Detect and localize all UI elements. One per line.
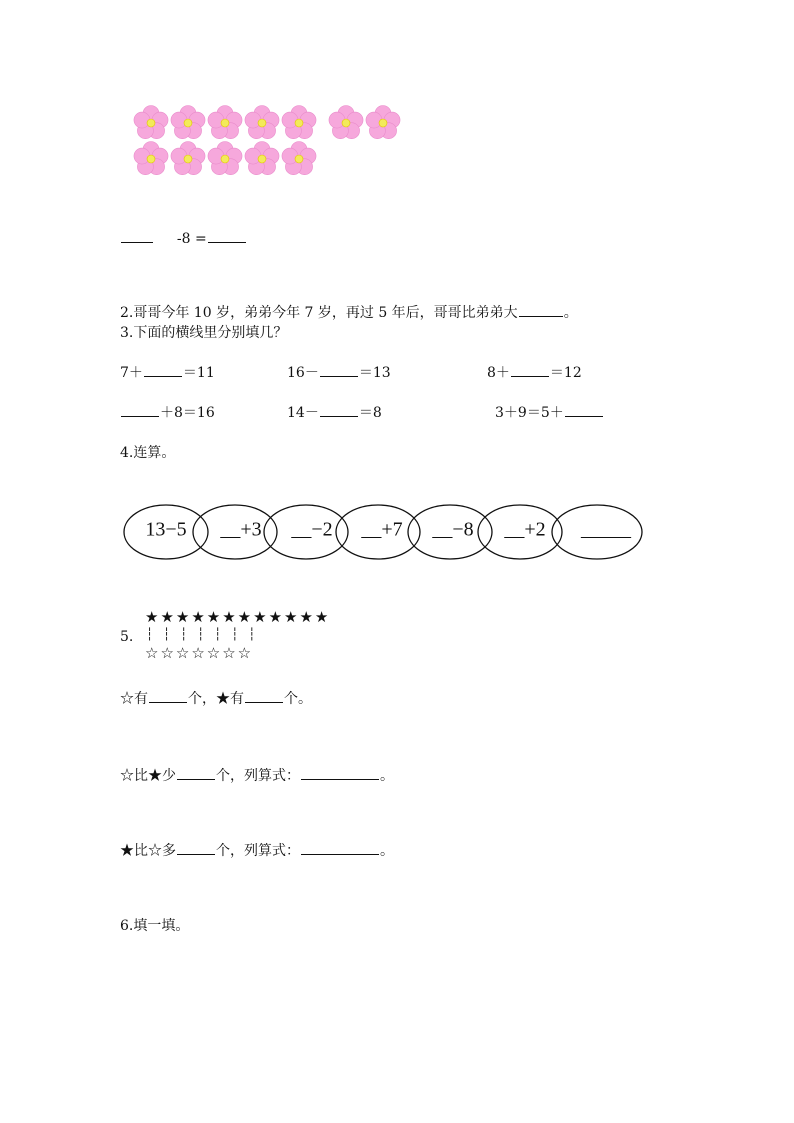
- q3-post: ＝12: [549, 365, 582, 381]
- flower-icon: [133, 105, 169, 141]
- answer-blank[interactable]: [144, 362, 182, 377]
- q1-expression: -8 =: [176, 231, 207, 247]
- chain-step: 13−5: [145, 518, 187, 541]
- q5-text: 个，★有: [188, 691, 244, 707]
- q3-post: ＋8＝16: [160, 405, 215, 421]
- dotted-connectors: ┆ ┆ ┆ ┆ ┆ ┆ ┆: [146, 627, 259, 641]
- q3-pre: 8＋: [487, 365, 510, 381]
- answer-blank[interactable]: [177, 840, 215, 855]
- q3-item: [487, 362, 582, 382]
- q5-text: 个。: [284, 691, 312, 707]
- chain-step[interactable]: __+3: [220, 518, 262, 541]
- flower-icon: [133, 141, 169, 177]
- chain-step[interactable]: __+7: [361, 518, 403, 541]
- flower-icon: [170, 105, 206, 141]
- q5-text: ☆比★少: [120, 768, 176, 784]
- q5-line-1: [120, 688, 312, 708]
- chain-step[interactable]: __+2: [504, 518, 546, 541]
- flower-icon: [328, 105, 364, 141]
- answer-blank[interactable]: [511, 362, 549, 377]
- flower-icon: [281, 105, 317, 141]
- q5-text: 。: [380, 843, 394, 859]
- question-2-end: 。: [563, 305, 578, 321]
- q5-text: 。: [380, 768, 394, 784]
- q5-text: ☆有: [120, 691, 148, 707]
- flower-icon: [207, 105, 243, 141]
- answer-blank[interactable]: [301, 765, 379, 780]
- question-2-text: 2.哥哥今年 10 岁，弟弟今年 7 岁，再过 5 年后，哥哥比弟弟大: [120, 305, 518, 321]
- answer-blank[interactable]: [320, 362, 358, 377]
- q5-text: 个，列算式：: [216, 843, 300, 859]
- q3-item: [120, 402, 215, 422]
- q3-pre: 14－: [287, 405, 319, 421]
- answer-blank[interactable]: [301, 840, 379, 855]
- chain-step[interactable]: __−8: [432, 518, 474, 541]
- answer-blank[interactable]: [149, 688, 187, 703]
- q3-post: ＝11: [182, 365, 215, 381]
- answer-blank[interactable]: [208, 228, 246, 243]
- question-3-title: 3.下面的横线里分别填几？: [120, 325, 288, 341]
- answer-blank[interactable]: [245, 688, 283, 703]
- flower-icon: [207, 141, 243, 177]
- chain-step[interactable]: _____: [581, 518, 631, 541]
- flower-icon: [244, 141, 280, 177]
- q5-text: ★比☆多: [120, 843, 176, 859]
- hollow-stars-row: ☆☆☆☆☆☆☆: [145, 644, 254, 662]
- flower-icon: [170, 141, 206, 177]
- q5-text: 个，列算式：: [216, 768, 300, 784]
- q3-post: ＝8: [358, 405, 382, 421]
- q3-post: ＝13: [358, 365, 391, 381]
- q3-item: [287, 362, 391, 382]
- answer-blank[interactable]: [121, 228, 153, 243]
- q5-line-2: [120, 765, 394, 785]
- q1-equation: [120, 228, 247, 247]
- q3-pre: 3＋9＝5＋: [495, 405, 564, 421]
- q3-pre: 16－: [287, 365, 319, 381]
- flower-icon: [365, 105, 401, 141]
- answer-blank[interactable]: [320, 402, 358, 417]
- q3-item: [287, 402, 382, 422]
- flower-icon: [244, 105, 280, 141]
- q3-pre: 7＋: [120, 365, 143, 381]
- q3-item: [495, 402, 604, 422]
- calculation-chain: [120, 500, 650, 564]
- q3-item: [120, 362, 215, 382]
- question-2: [120, 302, 578, 322]
- question-4-title: 4.连算。: [120, 445, 176, 461]
- question-6-title: 6.填一填。: [120, 918, 190, 934]
- answer-blank[interactable]: [177, 765, 215, 780]
- answer-blank[interactable]: [565, 402, 603, 417]
- filled-stars-row: ★★★★★★★★★★★★: [145, 608, 331, 626]
- q5-line-3: [120, 840, 394, 860]
- question-5-number: 5.: [120, 629, 134, 645]
- flower-icon: [281, 141, 317, 177]
- answer-blank[interactable]: [121, 402, 159, 417]
- answer-blank[interactable]: [519, 302, 563, 317]
- chain-step[interactable]: __−2: [291, 518, 333, 541]
